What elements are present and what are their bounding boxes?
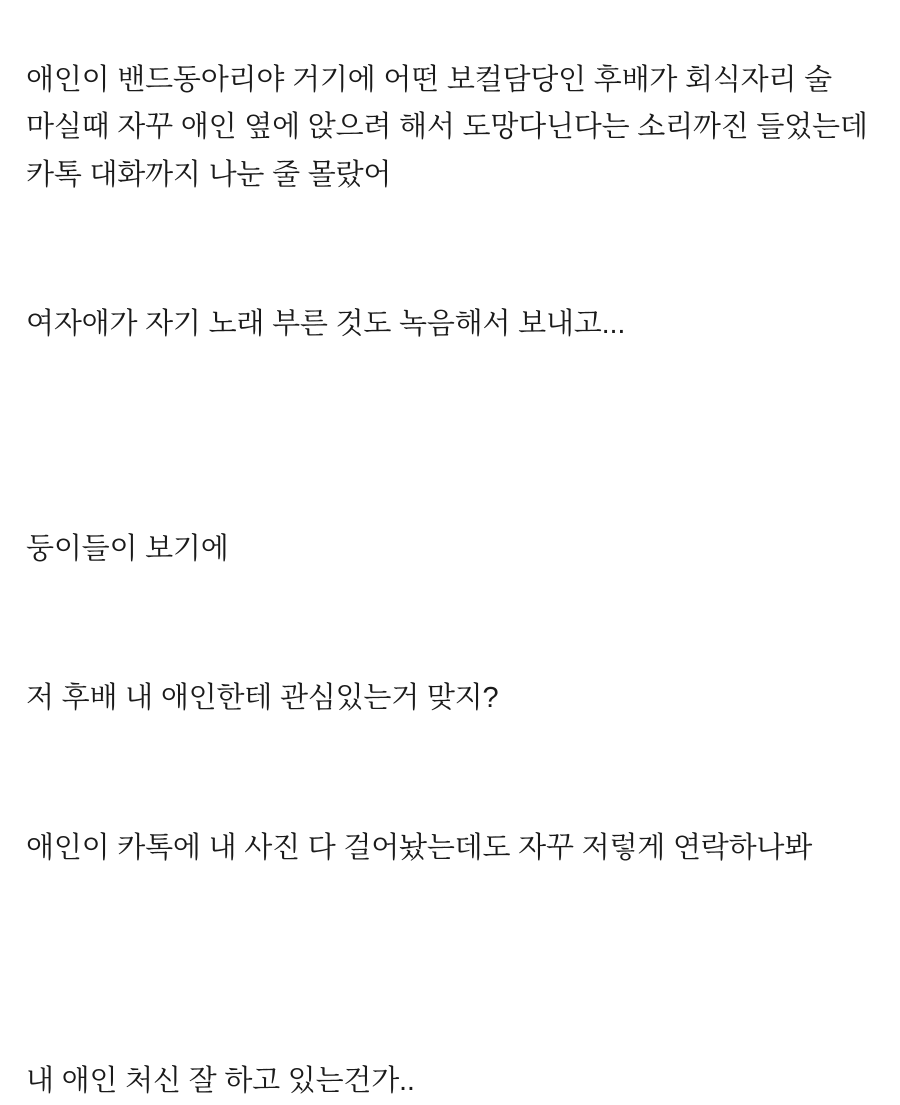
paragraph-3: 둥이들이 보기에	[26, 533, 229, 566]
paragraph-4: 저 후배 내 애인한테 관심있는거 맞지?	[26, 682, 499, 715]
spacer-4	[26, 752, 874, 796]
spacer-1	[26, 228, 874, 272]
paragraph-5: 애인이 카톡에 내 사진 다 걸어놨는데도 자꾸 저렇게 연락하나봐	[26, 831, 813, 864]
spacer-5	[26, 901, 874, 1029]
spacer-3	[26, 602, 874, 646]
paragraph-6: 내 애인 처신 잘 하고 있는건가..	[26, 1064, 415, 1097]
paragraph-1: 애인이 밴드동아리야 거기에 어떤 보컬담당인 후배가 회식자리 술 마실때 자꾸 애인 옆에 앉으려 해서 도망다닌다는 소리까진 들었는데 카톡 대화까지 나눈 줄 몰랐어	[26, 64, 876, 191]
spacer-2	[26, 377, 874, 497]
paragraph-2: 여자애가 자기 노래 부른 것도 녹음해서 보내고...	[26, 307, 626, 340]
